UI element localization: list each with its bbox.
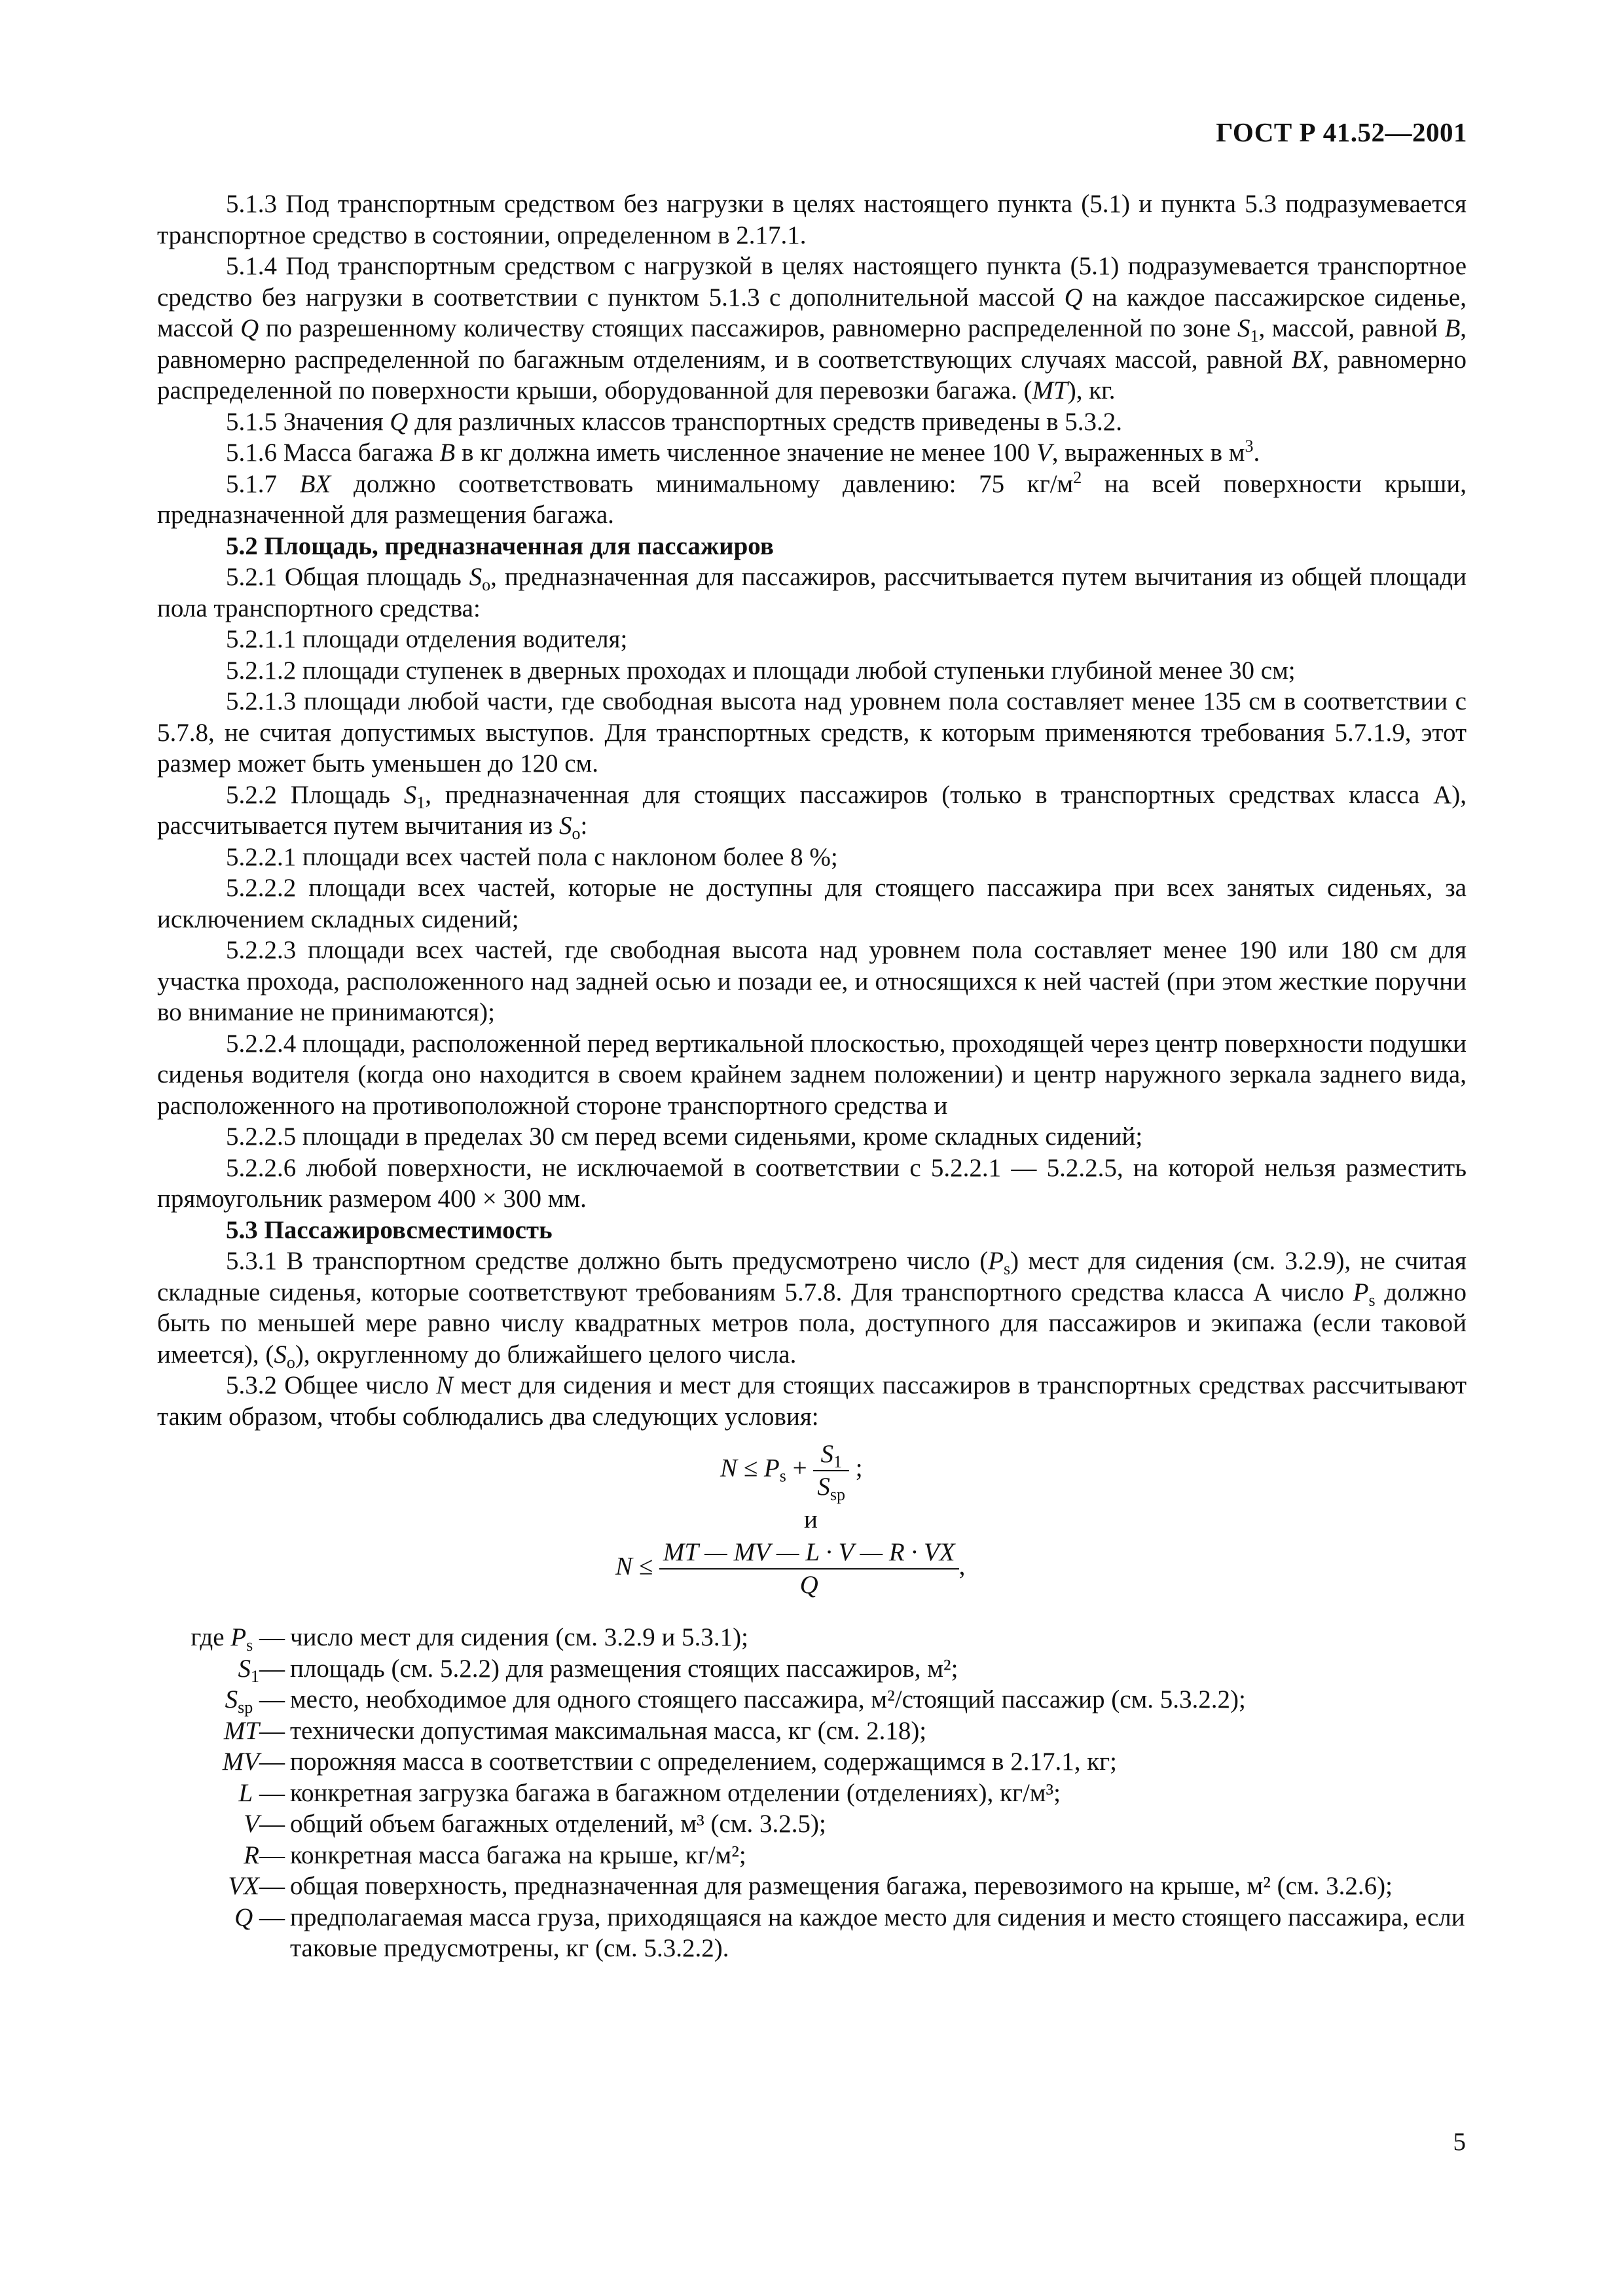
fraction-mass-ratio: $\frac{MT — MV — L \cdot V — R \cdot VX}{Q}$	[659, 1537, 959, 1600]
paragraph-5-2-2-1: 5.2.2.1 площади всех частей пола с наклоном более 8 %;	[226, 842, 838, 871]
definition-row	[157, 1808, 1467, 1840]
paragraph-5-1-5: 5.1.5 Значения Q для различных классов транспортных средств приведены в 5.3.2.	[226, 407, 1122, 436]
definition-row	[157, 1778, 1467, 1809]
paragraph-5-3-2: 5.3.2 Общее число N мест для сидения и мест для стоящих пассажиров в транспортных средствах рассчитывают таким образом, чтобы соблюдались два следующих условия:	[157, 1371, 1467, 1431]
paragraph-5-2-2-4: 5.2.2.4 площади, расположенной перед вертикальной плоскостью, проходящей через центр поверхности подушки сиденья водителя (когда оно находится в своем крайнем заднем положении) и центр наружного зеркала заднего вида, расположенного на противоположной стороне транспортного средства и	[157, 1029, 1467, 1120]
paragraph-5-2-1-3: 5.2.1.3 площади любой части, где свободная высота над уровнем пола составляет менее 135 см в соответствии с 5.7.8, не считая допустимых выступов. Для транспортных средств, к которым применяются требования 5.7.1.9, этот размер может быть уменьшен до 120 см.	[157, 687, 1467, 778]
paragraph-5-1-3: 5.1.3 Под транспортным средством без нагрузки в целях настоящего пункта (5.1) и пункта 5.3 подразумевается транспортное средство в состоянии, определенном в 2.17.1.	[157, 190, 1467, 249]
definition-text: площадь (см. 5.2.2) для размещения стоящих пассажиров, м²;	[290, 1654, 958, 1683]
fraction-s1-ssp: $\frac{S_1}{S_{sp}}$	[813, 1439, 849, 1502]
page-number: 5	[1453, 2128, 1466, 2156]
definition-symbol: $S_{sp}$ —	[225, 1685, 285, 1717]
definition-symbol: L —	[238, 1778, 285, 1807]
definition-symbol: MT—	[223, 1716, 285, 1745]
paragraph-5-1-6: 5.1.6 Масса багажа B в кг должна иметь численное значение не менее 100 V, выраженных в $м^3$.	[226, 437, 1260, 467]
definition-row	[157, 1871, 1467, 1902]
paragraph-5-2-1-1: 5.2.1.1 площади отделения водителя;	[226, 625, 628, 653]
paragraph-5-2-2: 5.2.2 Площадь $S_1$, предназначенная для стоящих пассажиров (только в транспортных средствах класса А), рассчитывается путем вычитания из $S_o$:	[157, 780, 1467, 843]
paragraph-5-2-1: 5.2.1 Общая площадь $S_o$, предназначенная для пассажиров, рассчитывается путем вычитания из общей площади пола транспортного средства:	[157, 563, 1467, 622]
definition-text: общая поверхность, предназначенная для размещения багажа, перевозимого на крыше, м² (см. 3.2.6);	[290, 1872, 1393, 1900]
definition-row	[157, 1715, 1467, 1747]
formula-conjunction: и	[804, 1505, 818, 1534]
document-code: ГОСТ Р 41.52—2001	[1216, 117, 1467, 147]
section-heading-5-2: 5.2 Площадь, предназначенная для пассажиров	[226, 531, 774, 560]
definition-text: порожняя масса в соответствии с определением, содержащимся в 2.17.1, кг;	[290, 1748, 1118, 1776]
formula-condition-1: $N \le P_s$ + $\frac{S_1}{S_{sp}}$ ;	[720, 1440, 863, 1504]
paragraph-5-1-7: 5.1.7 BX должно соответствовать минимальному давлению: 75 $кг/м^2$ на всей поверхности крыши, предназначенной для размещения багажа.	[157, 467, 1467, 529]
paragraph-5-2-2-5: 5.2.2.5 площади в пределах 30 см перед всеми сиденьями, кроме складных сидений;	[226, 1122, 1143, 1151]
formula-block	[157, 1432, 1467, 1622]
definition-symbol: VX—	[228, 1872, 285, 1900]
document-body	[157, 188, 1467, 1964]
definition-symbol: где $P_s$ —	[191, 1623, 285, 1655]
paragraph-5-2-2-2: 5.2.2.2 площади всех частей, которые не доступны для стоящего пассажира при всех занятых сиденьях, за исключением складных сидений;	[157, 874, 1467, 933]
definition-text: конкретная масса багажа на крыше, кг/м²;	[290, 1840, 746, 1869]
definition-row	[157, 1653, 1467, 1685]
definition-symbol: R—	[244, 1840, 285, 1869]
paragraph-5-1-4: 5.1.4 Под транспортным средством с нагрузкой в целях настоящего пункта (5.1) подразумевается транспортное средство без нагрузки в соответствии с пунктом 5.1.3 с дополнительной массой Q на каждое пассажирское сиденье, массой Q по разрешенному количеству стоящих пассажиров, равномерно распределенной по зоне $S_1$, массой, равной B, равномерно распределенной по багажным отделениям, и в соответствующих случаях массой, равной BX, равномерно распределенной по поверхности крыши, оборудованной для перевозки багажа. (MT), кг.	[157, 252, 1467, 404]
paragraph-5-2-1-2: 5.2.1.2 площади ступенек в дверных проходах и площади любой ступеньки глубиной менее 30 см;	[226, 656, 1296, 685]
definition-text: конкретная загрузка багажа в багажном отделении (отделениях), кг/м³;	[290, 1778, 1061, 1807]
paragraph-5-2-2-3: 5.2.2.3 площади всех частей, где свободная высота над уровнем пола составляет менее 190 или 180 см для участка прохода, расположенного над задней осью и позади ее, и относящихся к ней частей (при этом жесткие поручни во внимание не принимаются);	[157, 936, 1467, 1026]
section-heading-5-3: 5.3 Пассажировсместимость	[226, 1215, 553, 1244]
definition-text: общий объем багажных отделений, м³ (см. 3.2.5);	[290, 1810, 826, 1838]
definition-row	[157, 1746, 1467, 1778]
definition-text: число мест для сидения (см. 3.2.9 и 5.3.1);	[290, 1623, 749, 1651]
definition-row	[157, 1840, 1467, 1871]
definition-symbol: MV—	[222, 1748, 285, 1776]
definition-text: место, необходимое для одного стоящего пассажира, м²/стоящий пассажир (см. 5.3.2.2);	[290, 1685, 1246, 1713]
definition-symbol: V—	[244, 1810, 285, 1838]
definition-row	[157, 1902, 1467, 1964]
definition-text: технически допустимая максимальная масса, кг (см. 2.18);	[290, 1716, 927, 1745]
paragraph-5-2-2-6: 5.2.2.6 любой поверхности, не исключаемой в соответствии с 5.2.2.1 — 5.2.2.5, на которой нельзя разместить прямоугольник размером 400 × 300 мм.	[157, 1153, 1467, 1213]
definition-text: предполагаемая масса груза, приходящаяся на каждое место для сидения и место стоящего пассажира, если таковые предусмотрены, кг (см. 5.3.2.2).	[290, 1903, 1465, 1962]
definition-symbol: Q —	[234, 1903, 285, 1931]
paragraph-5-3-1: 5.3.1 В транспортном средстве должно быть предусмотрено число $(P_s)$ мест для сидения (см. 3.2.9), не считая складные сиденья, которые соответствуют требованиям 5.7.8. Для транспортного средства класса А число $P_s$ должно быть по меньшей мере равно числу квадратных метров пола, доступного для пассажиров и экипажа (если таковой имеется), $(S_o)$, округленному до ближайшего целого числа.	[157, 1247, 1467, 1372]
formula-condition-2: N ≤ $\frac{MT — MV — L \cdot V — R \cdot VX}{Q}$ ,	[615, 1537, 965, 1600]
definition-symbol: $S_1—$	[238, 1654, 285, 1686]
definitions-list	[157, 1622, 1467, 1964]
definition-row	[157, 1622, 1467, 1653]
definition-row	[157, 1684, 1467, 1715]
